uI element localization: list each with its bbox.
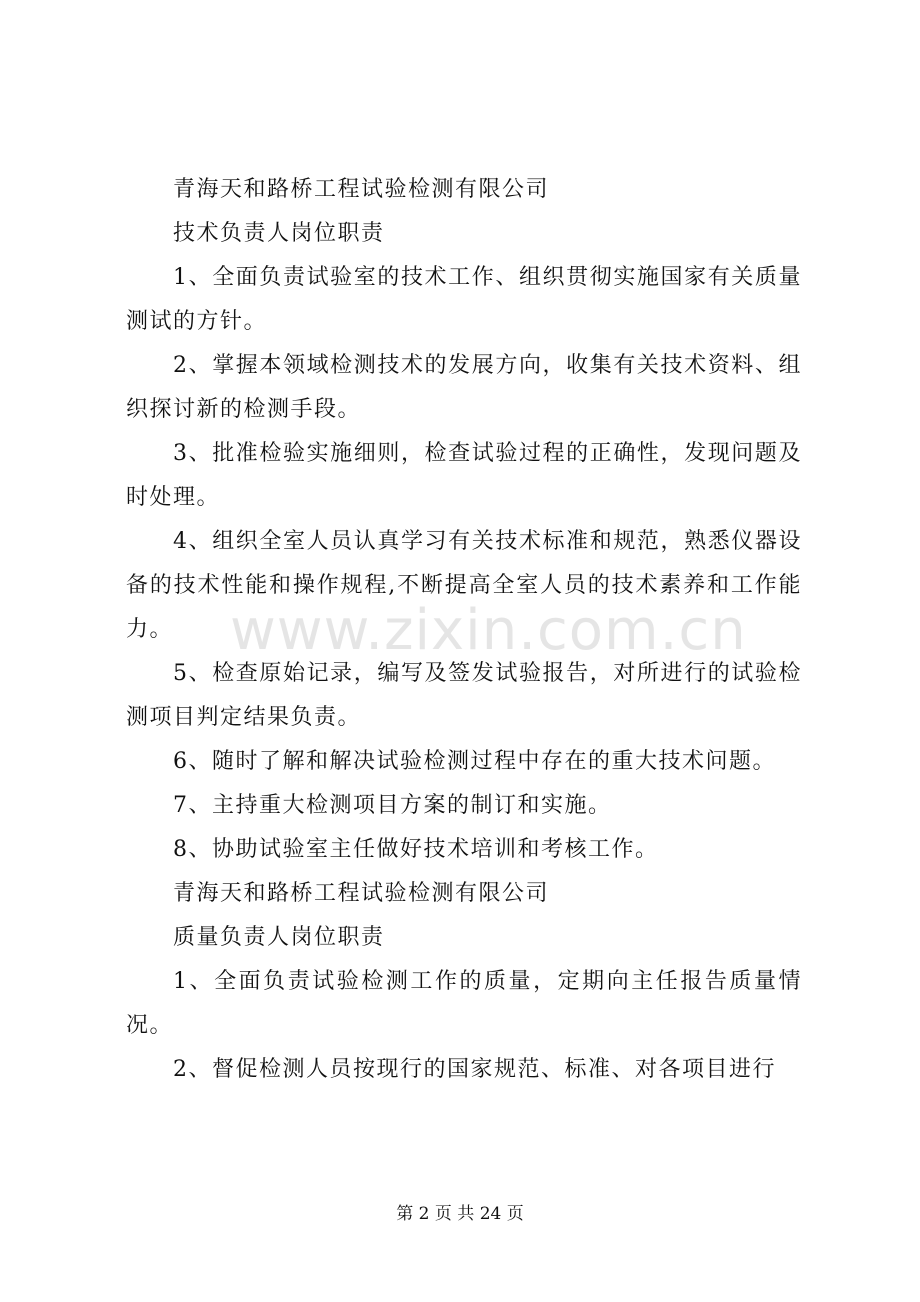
page-number-footer: 第 2 页 共 24 页 (396, 1204, 524, 1224)
duty-item: 6、随时了解和解决试验检测过程中存在的重大技术问题。 (173, 749, 776, 774)
duty-item: 1、全面负责试验检测工作的质量，定期向主任报告质量情况。 (126, 969, 802, 1038)
duty-item: 1、全面负责试验室的技术工作、组织贯彻实施国家有关质量测试的方针。 (126, 265, 802, 334)
section-title-technical-lead: 技术负责人岗位职责 (173, 221, 385, 246)
watermark-text: www.zixin.com.cn (230, 598, 747, 663)
duty-item: 3、批准检验实施细则，检查试验过程的正确性，发现问题及时处理。 (126, 441, 802, 510)
duty-item: 5、检查原始记录，编写及签发试验报告，对所进行的试验检测项目判定结果负责。 (126, 661, 802, 730)
company-name-heading: 青海天和路桥工程试验检测有限公司 (173, 881, 550, 906)
duty-item: 2、掌握本领域检测技术的发展方向，收集有关技术资料、组织探讨新的检测手段。 (126, 353, 802, 422)
duty-item: 8、协助试验室主任做好技术培训和考核工作。 (173, 837, 659, 862)
document-body (126, 168, 802, 1092)
duty-item: 7、主持重大检测项目方案的制订和实施。 (173, 793, 612, 818)
section-title-quality-lead: 质量负责人岗位职责 (173, 925, 385, 950)
company-name-heading: 青海天和路桥工程试验检测有限公司 (173, 177, 550, 202)
duty-item: 4、组织全室人员认真学习有关技术标准和规范，熟悉仪器设备的技术性能和操作规程,不断提高全室人员的技术素养和工作能力。 (126, 529, 802, 642)
duty-item: 2、督促检测人员按现行的国家规范、标准、对各项目进行 (173, 1057, 776, 1082)
